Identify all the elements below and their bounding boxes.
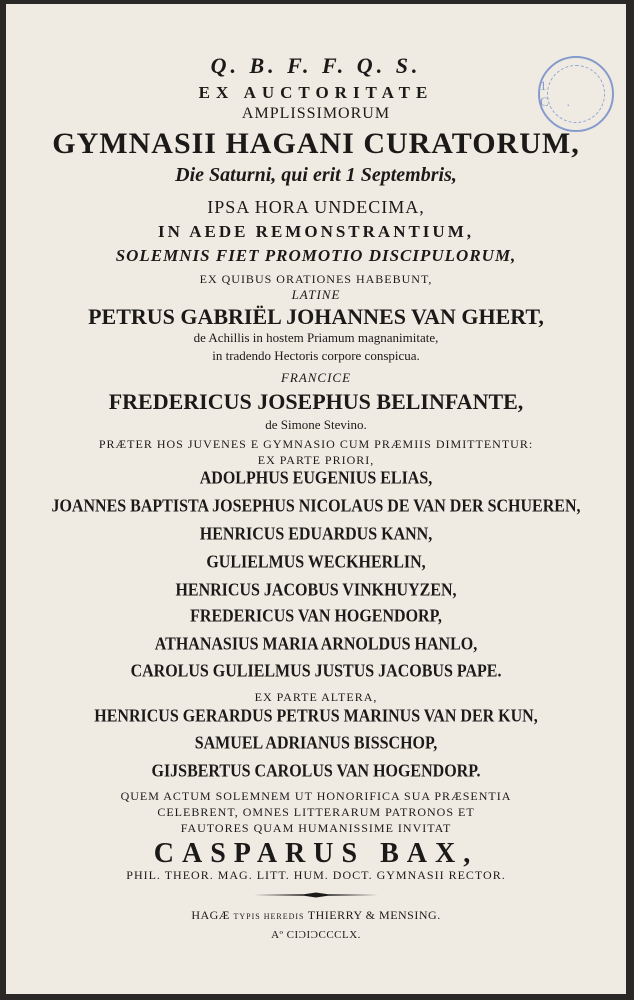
student-name: GIJSBERTUS CAROLUS VAN HOGENDORP. [151, 762, 481, 781]
latin-topic-1: de Achillis in hostem Priamum magnanimitate, [193, 330, 439, 345]
date-line: Die Saturni, qui erit 1 Septembris, [175, 164, 457, 186]
imprint-place: HAGÆ [191, 908, 230, 922]
invitation-line-2: CELEBRENT, OMNES LITTERARUM PATRONOS ET [157, 805, 475, 819]
stamp-text: 1 C. [540, 78, 588, 109]
imprint-printer: THIERRY & MENSING. [307, 908, 441, 922]
student-name: FREDERICUS VAN HOGENDORP, [190, 607, 442, 626]
rector-title: PHIL. THEOR. MAG. LITT. HUM. DOCT. GYMNASII RECTOR. [126, 868, 506, 882]
rector-name: CASPARUS BAX, [153, 838, 479, 869]
student-name: HENRICUS JACOBUS VINKHUYZEN, [175, 581, 457, 600]
hour-line: IPSA HORA UNDECIMA, [207, 197, 425, 217]
orations-intro: EX QUIBUS ORATIONES HABEBUNT, [199, 272, 433, 286]
french-topic: de Simone Stevino. [265, 417, 367, 432]
qbffqs-heading: Q. B. F. F. Q. S. [210, 53, 422, 78]
student-name: ATHANASIUS MARIA ARNOLDUS HANLO, [154, 635, 478, 654]
student-name: SAMUEL ADRIANUS BISSCHOP, [194, 734, 438, 753]
amplissimorum: AMPLISSIMORUM [241, 105, 391, 122]
imprint-year: Aº CIƆIƆCCCLX. [271, 929, 361, 941]
parte-altera-label: EX PARTE ALTERA, [254, 690, 378, 704]
imprint-typis: TYPIS HEREDIS [233, 912, 305, 921]
invitation-line-3: FAUTORES QUAM HUMANISSIME INVITAT [180, 821, 452, 835]
poster-sheet [6, 4, 626, 994]
imprint-line [6, 908, 626, 923]
latine-label: LATINE [291, 287, 341, 302]
ex-auctoritate: EX AUCTORITATE [198, 83, 434, 102]
promotion-line: SOLEMNIS FIET PROMOTIO DISCIPULORUM, [115, 246, 517, 265]
invitation-line-1: QUEM ACTUM SOLEMNEM UT HONORIFICA SUA PRÆSENTIA [120, 789, 512, 803]
gymnasium-title: GYMNASII HAGANI CURATORUM, [52, 127, 580, 160]
student-name: GULIELMUS WECKHERLIN, [206, 553, 426, 572]
praeter-line: PRÆTER HOS JUVENES E GYMNASIO CUM PRÆMIIS DIMITTENTUR: [98, 437, 534, 451]
venue-line: IN AEDE REMONSTRANTIUM, [158, 222, 474, 241]
latin-orator-name: PETRUS GABRIËL JOHANNES VAN GHERT, [88, 304, 544, 329]
student-name: CAROLUS GULIELMUS JUSTUS JACOBUS PAPE. [130, 662, 502, 681]
student-name: HENRICUS GERARDUS PETRUS MARINUS VAN DER KUN, [94, 707, 538, 726]
latin-topic-2: in tradendo Hectoris corpore conspicua. [212, 348, 420, 363]
student-name: HENRICUS EDUARDUS KANN, [199, 525, 433, 544]
student-name: ADOLPHUS EUGENIUS ELIAS, [199, 469, 433, 488]
parte-priori-label: EX PARTE PRIORI, [257, 453, 375, 467]
student-name: JOANNES BAPTISTA JOSEPHUS NICOLAUS DE VAN DER SCHUEREN, [51, 497, 581, 516]
ornamental-rule [254, 892, 378, 898]
french-orator-name: FREDERICUS JOSEPHUS BELINFANTE, [108, 389, 524, 414]
francice-label: FRANCICE [280, 370, 352, 385]
